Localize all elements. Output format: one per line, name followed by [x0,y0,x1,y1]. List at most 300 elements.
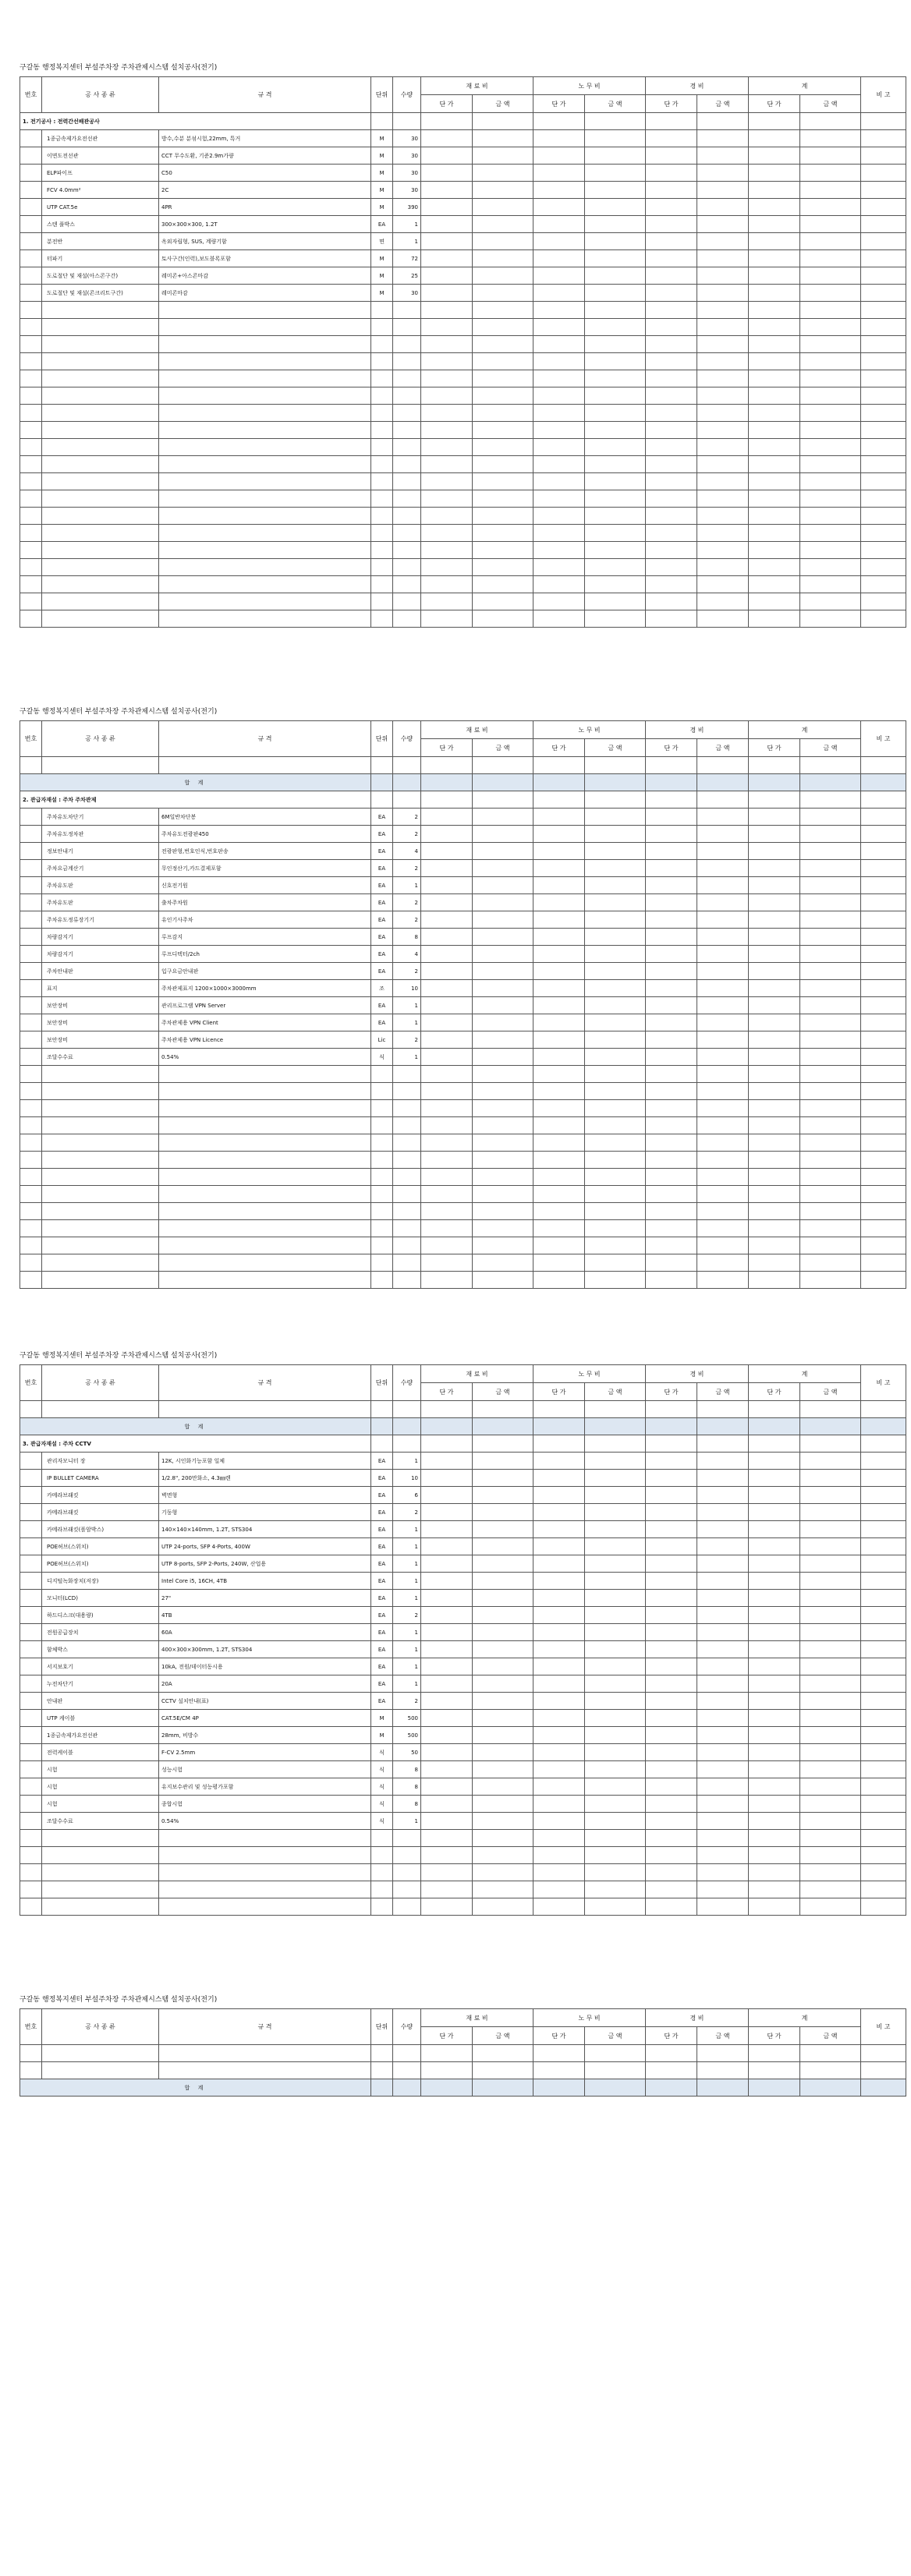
table-row [20,1796,906,1813]
item-spec: 성능시험 [159,1761,371,1778]
table-row [20,1710,906,1727]
item-unit: EA [371,1504,393,1521]
item-qty: 30 [393,285,421,302]
header-labor: 노 무 비 [533,721,646,739]
item-qty: 1 [393,216,421,233]
table-row [20,147,906,165]
item-qty: 1 [393,1049,421,1066]
table-row [20,1031,906,1049]
item-spec: 주차유도전광판450 [159,826,371,843]
item-qty: 1 [393,1014,421,1031]
header-spec: 규 격 [159,1365,371,1401]
item-name: 도로절단 및 재설(아스콘구간) [42,267,159,285]
item-spec: 주차관제표지 1200×1000×3000mm [159,980,371,997]
header-amount: 금 액 [473,2027,533,2045]
table-row [20,826,906,843]
item-name: 시험 [42,1796,159,1813]
header-amount: 금 액 [585,95,646,113]
item-unit: EA [371,894,393,911]
section-title: 2. 관급자재설 : 주차 주차관제 [20,791,371,809]
header-note: 비 고 [861,2009,906,2045]
table-row [20,216,906,233]
header-no: 번호 [20,77,42,113]
item-name: 주차유도정류장기기 [42,911,159,929]
table-row [20,1453,906,1470]
header-unit-price: 단 가 [646,95,697,113]
item-unit: 식 [371,1796,393,1813]
item-name: POE허브(스위치) [42,1555,159,1573]
table-row [20,963,906,980]
item-name: 주차유도차단기 [42,809,159,826]
item-spec: 옥외자립형, SUS, 계량기함 [159,233,371,250]
header-labor: 노 무 비 [533,2009,646,2027]
header-total: 계 [749,2009,861,2027]
item-unit: EA [371,216,393,233]
header-unit-price: 단 가 [749,739,800,757]
document-title: 구갈동 행정복지센터 부설주차장 주차관제시스템 설치공사(전기) [19,1352,218,1360]
item-name: POE허브(스위치) [42,1538,159,1555]
empty-row [20,1152,906,1169]
table-row [20,809,906,826]
header-material: 재 료 비 [421,1365,533,1383]
item-spec: 300×300×300, 1.2T [159,216,371,233]
item-unit: M [371,250,393,267]
item-unit: EA [371,860,393,877]
item-qty: 2 [393,1607,421,1624]
item-unit: EA [371,1453,393,1470]
item-qty: 30 [393,130,421,147]
item-spec: 방수,수분 분섞시험,22mm, 특거 [159,130,371,147]
sum-row [20,2079,906,2097]
header-total: 계 [749,1365,861,1383]
empty-row [20,576,906,593]
item-unit: EA [371,1658,393,1675]
item-spec: 28mm, 비방수 [159,1727,371,1744]
item-spec: C50 [159,165,371,182]
header-amount: 금 액 [585,2027,646,2045]
header-expense: 경 비 [646,2009,749,2027]
item-unit: 조 [371,980,393,997]
item-qty: 4 [393,946,421,963]
empty-row [20,610,906,628]
item-unit: EA [371,1538,393,1555]
item-qty: 1 [393,1813,421,1830]
empty-row [20,593,906,610]
item-name: 카메라브래킷 [42,1487,159,1504]
header-amount: 금 액 [800,1383,861,1401]
item-unit: EA [371,1470,393,1487]
item-name: 주차요금계산기 [42,860,159,877]
document-title: 구갈동 행정복지센터 부설주차장 주차관제시스템 설치공사(전기) [19,1996,218,2004]
item-name: UTP CAT.5e [42,199,159,216]
item-spec: 관리프로그램 VPN Server [159,997,371,1014]
item-qty: 1 [393,1658,421,1675]
empty-row [20,1272,906,1289]
empty-row [20,473,906,490]
empty-row [20,559,906,576]
item-qty: 30 [393,147,421,165]
header-amount: 금 액 [697,95,749,113]
table-row [20,233,906,250]
table-row [20,911,906,929]
item-qty: 1 [393,1521,421,1538]
item-qty: 500 [393,1710,421,1727]
item-name: 도로절단 및 재설(콘크리트구간) [42,285,159,302]
item-spec: 무인정산기,카드결제포함 [159,860,371,877]
item-unit: M [371,285,393,302]
table-row [20,267,906,285]
header-amount: 금 액 [697,1383,749,1401]
empty-row [20,1186,906,1203]
item-name: 전원공급장치 [42,1624,159,1641]
table-row [20,1573,906,1590]
header-material: 재 료 비 [421,2009,533,2027]
item-unit: EA [371,997,393,1014]
item-unit: EA [371,877,393,894]
item-spec: 유지보수관리 및 성능평가포함 [159,1778,371,1796]
item-unit: 면 [371,233,393,250]
section-row [20,1435,906,1453]
empty-row [20,1134,906,1152]
empty-row [20,1864,906,1881]
sum-row [20,1418,906,1435]
item-qty: 10 [393,1470,421,1487]
table-row [20,1555,906,1573]
empty-row [20,1169,906,1186]
item-unit: EA [371,809,393,826]
header-amount: 금 액 [585,1383,646,1401]
header-unit: 단위 [371,77,393,113]
table-row [20,250,906,267]
item-spec: 0.54% [159,1049,371,1066]
header-unit-price: 단 가 [749,2027,800,2045]
item-unit: M [371,267,393,285]
table-row [20,929,906,946]
item-name: 조달수수료 [42,1049,159,1066]
item-name: 시험 [42,1761,159,1778]
item-qty: 1 [393,1641,421,1658]
table-row [20,1590,906,1607]
table-row [20,1607,906,1624]
header-unit: 단위 [371,721,393,757]
header-expense: 경 비 [646,1365,749,1383]
empty-row [20,1203,906,1220]
section-row [20,791,906,809]
header-unit-price: 단 가 [646,2027,697,2045]
header-note: 비 고 [861,77,906,113]
header-item: 공 사 종 류 [42,721,159,757]
item-spec: 400×300×300mm, 1.2T, STS304 [159,1641,371,1658]
header-item: 공 사 종 류 [42,1365,159,1401]
sheet-3-body [20,1401,906,1916]
header-total: 계 [749,721,861,739]
table-row [20,1624,906,1641]
header-material: 재 료 비 [421,77,533,95]
item-spec: 4PR [159,199,371,216]
empty-row [20,1117,906,1134]
table-row [20,1049,906,1066]
item-unit: EA [371,826,393,843]
table-row [20,1693,906,1710]
estimate-table-3 [19,1364,906,1916]
item-name: 누전차단기 [42,1675,159,1693]
empty-row [20,1083,906,1100]
item-name: 조달수수료 [42,1813,159,1830]
item-name: 1종금속제가요전선관 [42,1727,159,1744]
item-spec: CAT.5E/CM 4P [159,1710,371,1727]
table-row [20,843,906,860]
item-name: ELP파이프 [42,165,159,182]
item-qty: 2 [393,963,421,980]
item-qty: 50 [393,1744,421,1761]
item-qty: 1 [393,1590,421,1607]
empty-row [20,456,906,473]
table-row [20,1538,906,1555]
item-unit: EA [371,1607,393,1624]
table-row [20,1487,906,1504]
item-unit: M [371,165,393,182]
empty-row [20,525,906,542]
item-qty: 8 [393,1796,421,1813]
empty-row [20,508,906,525]
item-name: 스텐 풀박스 [42,216,159,233]
header-unit-price: 단 가 [646,739,697,757]
item-spec: 27" [159,1590,371,1607]
table-row [20,182,906,199]
item-spec: F-CV 2.5mm [159,1744,371,1761]
table-row [20,1761,906,1778]
sheet-4-body [20,2045,906,2097]
header-unit-price: 단 가 [421,2027,473,2045]
item-qty: 2 [393,809,421,826]
item-name: 보안장비 [42,997,159,1014]
table-row [20,1014,906,1031]
item-qty: 2 [393,826,421,843]
header-total: 계 [749,77,861,95]
item-spec: 1/2.8", 200만화소, 4.3㎜렌 [159,1470,371,1487]
empty-row [20,387,906,405]
item-spec: 레미콘마감 [159,285,371,302]
item-qty: 6 [393,1487,421,1504]
table-row [20,894,906,911]
item-qty: 1 [393,877,421,894]
item-unit: M [371,147,393,165]
empty-row [20,336,906,353]
item-qty: 1 [393,1453,421,1470]
item-unit: EA [371,1624,393,1641]
empty-row [20,302,906,319]
header-amount: 금 액 [473,95,533,113]
item-name: 분전반 [42,233,159,250]
empty-row [20,353,906,370]
item-spec: 2C [159,182,371,199]
header-unit-price: 단 가 [533,2027,585,2045]
header-no: 번호 [20,721,42,757]
item-spec: 신호전기원 [159,877,371,894]
item-unit: M [371,130,393,147]
sheet-1-body [20,113,906,628]
header-unit-price: 단 가 [533,739,585,757]
header-unit: 단위 [371,1365,393,1401]
item-spec: 주차관제용 VPN Licence [159,1031,371,1049]
empty-row [20,1847,906,1864]
header-unit-price: 단 가 [749,95,800,113]
item-qty: 390 [393,199,421,216]
item-spec: 루프디텍터/2ch [159,946,371,963]
header-note: 비 고 [861,1365,906,1401]
item-qty: 8 [393,929,421,946]
item-unit: EA [371,946,393,963]
item-spec: 유인기사주차 [159,911,371,929]
header-expense: 경 비 [646,721,749,739]
sheet-3 [19,1350,890,1916]
item-spec: 20A [159,1675,371,1693]
item-spec: 0.54% [159,1813,371,1830]
header-amount: 금 액 [473,739,533,757]
header-spec: 규 격 [159,2009,371,2045]
item-name: 디지털녹화장치(저장) [42,1573,159,1590]
table-row [20,1470,906,1487]
table-row [20,1641,906,1658]
item-unit: EA [371,929,393,946]
item-name: 카메라브래킷(폴암박스) [42,1521,159,1538]
item-qty: 30 [393,182,421,199]
item-qty: 2 [393,1031,421,1049]
header-amount: 금 액 [800,739,861,757]
item-name: 안내판 [42,1693,159,1710]
header-amount: 금 액 [697,2027,749,2045]
table-row [20,997,906,1014]
empty-row [20,1830,906,1847]
header-qty: 수량 [393,77,421,113]
header-unit-price: 단 가 [421,1383,473,1401]
item-name: 1종금속제가요전선관 [42,130,159,147]
sum-label: 합 계 [20,2079,371,2097]
header-unit-price: 단 가 [749,1383,800,1401]
item-spec: CCTV 설치안내(표) [159,1693,371,1710]
section-title: 1. 전기공사 : 전력간선배관공사 [20,113,371,130]
table-row [20,946,906,963]
empty-row [20,1898,906,1916]
header-no: 번호 [20,1365,42,1401]
item-spec: CCT 무수도환, 기준2.9m가량 [159,147,371,165]
section-row [20,113,906,130]
item-unit: EA [371,1487,393,1504]
header-amount: 금 액 [697,739,749,757]
item-qty: 4 [393,843,421,860]
item-name: 차량감지기 [42,946,159,963]
header-note: 비 고 [861,721,906,757]
item-unit: EA [371,1675,393,1693]
empty-row [20,405,906,422]
table-row [20,1744,906,1761]
item-qty: 2 [393,1693,421,1710]
table-row [20,1675,906,1693]
sheet-2 [19,706,890,1289]
empty-row [20,422,906,439]
header-amount: 금 액 [585,739,646,757]
item-unit: M [371,182,393,199]
header-material: 재 료 비 [421,721,533,739]
table-row [20,165,906,182]
item-qty: 8 [393,1778,421,1796]
header-unit-price: 단 가 [421,739,473,757]
item-unit: EA [371,1555,393,1573]
item-qty: 2 [393,911,421,929]
item-unit: EA [371,843,393,860]
item-unit: EA [371,1641,393,1658]
estimate-table-2 [19,720,906,1289]
header-no: 번호 [20,2009,42,2045]
item-unit: 식 [371,1813,393,1830]
item-qty: 1 [393,1675,421,1693]
item-name: 서지보호기 [42,1658,159,1675]
item-unit: EA [371,1573,393,1590]
header-unit-price: 단 가 [533,95,585,113]
item-name: 보안장비 [42,1031,159,1049]
item-unit: EA [371,1521,393,1538]
item-unit: M [371,1727,393,1744]
header-amount: 금 액 [473,1383,533,1401]
table-row [20,1658,906,1675]
item-qty: 30 [393,165,421,182]
item-spec: 벽면형 [159,1487,371,1504]
item-spec: 140×140×140mm, 1.2T, STS304 [159,1521,371,1538]
header-unit: 단위 [371,2009,393,2045]
table-row [20,1521,906,1538]
item-spec: 10kA, 전원/데이터동시용 [159,1658,371,1675]
table-row [20,199,906,216]
empty-row [20,542,906,559]
item-spec: 종합시험 [159,1796,371,1813]
sum-label: 합 계 [20,1418,371,1435]
table-row [20,285,906,302]
item-spec: 주차관제용 VPN Client [159,1014,371,1031]
item-spec: 6M일반차단봉 [159,809,371,826]
header-item: 공 사 종 류 [42,77,159,113]
item-name: 카메라브래킷 [42,1504,159,1521]
item-name: 보안장비 [42,1014,159,1031]
item-name: 차량감지기 [42,929,159,946]
sheet-2-body [20,757,906,1289]
item-unit: 식 [371,1049,393,1066]
sum-row [20,774,906,791]
header-qty: 수량 [393,2009,421,2045]
item-qty: 1 [393,1573,421,1590]
item-qty: 72 [393,250,421,267]
item-spec: 입구요금안내판 [159,963,371,980]
header-amount: 금 액 [800,95,861,113]
section-title: 3. 관급자재설 : 주차 CCTV [20,1435,371,1453]
item-qty: 1 [393,997,421,1014]
header-spec: 규 격 [159,77,371,113]
item-name: 주차유도판 [42,877,159,894]
item-name: 시험 [42,1778,159,1796]
item-name: 함체박스 [42,1641,159,1658]
table-row [20,980,906,997]
item-qty: 1 [393,1555,421,1573]
item-spec: 12K, 시인화기능포함 일체 [159,1453,371,1470]
table-row [20,1778,906,1796]
item-name: 모니터(LCD) [42,1590,159,1607]
header-labor: 노 무 비 [533,1365,646,1383]
item-name: UTP 케이블 [42,1710,159,1727]
item-qty: 1 [393,1624,421,1641]
empty-row [20,319,906,336]
item-name: IP BULLET CAMERA [42,1470,159,1487]
header-qty: 수량 [393,721,421,757]
header-unit-price: 단 가 [533,1383,585,1401]
